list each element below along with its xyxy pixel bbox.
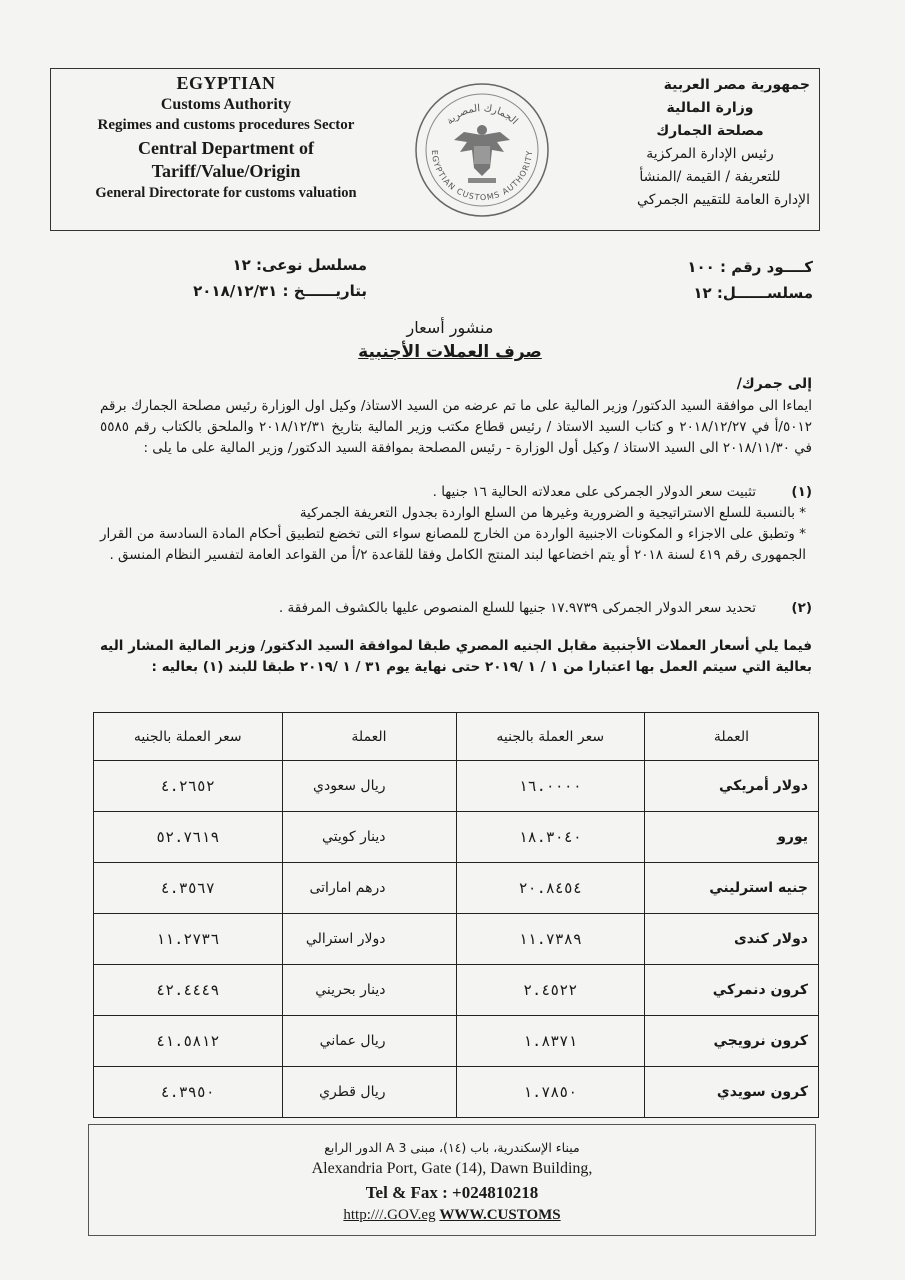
table-row: [94, 1067, 819, 1118]
letterhead-arabic: [570, 74, 810, 212]
currency-name: ريال عماني: [282, 1016, 456, 1067]
footer-address-en: Alexandria Port, Gate (14), Dawn Building,: [311, 1160, 593, 1177]
authority-name-ar: مصلحة الجمارك: [656, 123, 764, 139]
currency-rate: ٢.٤٥٢٢: [456, 965, 645, 1016]
customs-seal-icon: [412, 80, 552, 220]
header-currency-1: العملة: [645, 713, 819, 761]
seal-top-text: الجمارك المصرية: [444, 103, 520, 128]
currency-rate: ٤.٣٥٦٧: [94, 863, 283, 914]
org-name-en: EGYPTIAN: [176, 73, 276, 93]
item-1-number: (١): [791, 484, 812, 500]
republic-name-ar: جمهورية مصر العربية: [663, 77, 810, 93]
currency-rate: ٤.٢٦٥٢: [94, 761, 283, 812]
currency-rate: ٥٢.٧٦١٩: [94, 812, 283, 863]
currency-name: دولار استرالي: [282, 914, 456, 965]
currency-name: يورو: [645, 812, 819, 863]
currency-name: دولار أمريكي: [645, 761, 819, 812]
currency-rate: ٢٠.٨٤٥٤: [456, 863, 645, 914]
department-name-en: Central Department of: [138, 138, 314, 158]
table-row: [94, 812, 819, 863]
svg-text:الجمارك المصرية: [445, 103, 520, 127]
intro-paragraph: ايماءا الى موافقة السيد الدكتور/ وزير المالية على ما تم عرضه من السيد الاستاذ/ وكيل اول الوزارة رئيس مصلحة الجمارك برقم ٥٠١٢/أ في ٢٠١٨/١٢/٢٧ و كتاب السيد الاستاذ / رئيس قطاع مكتب وزير المالية بتاريخ ٢٠١٨/١٢/٣١ والملحق بالكتاب رقم ٥٥٨٥ في ٢٠١٨/١١/٣٠ الى السيد الاستاذ / وكيل أول الوزارة - رئيس المصلحة بموافقة السيد الدكتور/ وزير المالية على ما يلى :: [100, 398, 812, 456]
currency-rate: ٤١.٥٨١٢: [94, 1016, 283, 1067]
currency-name: ريال سعودي: [282, 761, 456, 812]
exchange-rates-table: [93, 712, 819, 1118]
item-2: [100, 598, 812, 619]
currency-rate: ٤٢.٤٤٤٩: [94, 965, 283, 1016]
table-row: [94, 1016, 819, 1067]
department-scope-ar: للتعريفة / القيمة /المنشأ: [639, 169, 781, 185]
directorate-name-ar: الإدارة العامة للتقييم الجمركي: [637, 192, 810, 208]
currency-name: درهم اماراتى: [282, 863, 456, 914]
letterhead-english: [60, 72, 392, 204]
currency-rate: ١٨.٣٠٤٠: [456, 812, 645, 863]
document-date: بتاريــــــخ : ٢٠١٨/١٢/٣١: [193, 282, 367, 300]
rates-intro-paragraph: فيما يلي أسعار العملات الأجنبية مقابل الجنيه المصري طبقا لموافقة السيد الدكتور/ وزير المالية المشار اليه بعالية التي سيتم العمل بها اعتبارا من ١ / ١ /٢٠١٩ حتى نهاية يوم ٣١ / ١ /٢٠١٩ طبقا للبند (١) بعاليه :: [100, 638, 812, 675]
publication-subject: صرف العملات الأجنبية: [358, 342, 542, 362]
currency-name: ريال قطري: [282, 1067, 456, 1118]
seal-bottom-text: EGYPTIAN CUSTOMS AUTHORITY: [429, 149, 535, 203]
table-row: [94, 965, 819, 1016]
authority-name-en: Customs Authority: [160, 96, 292, 113]
item-1-text: تثبيت سعر الدولار الجمركى على معدلاته الحالية ١٦ جنيها .: [432, 484, 756, 500]
ministry-name-ar: وزارة المالية: [666, 100, 754, 116]
item-2-text: تحديد سعر الدولار الجمركى ١٧.٩٧٣٩ جنيها للسلع المنصوص عليها بالكشوف المرفقة .: [278, 600, 756, 616]
serial-number: مسلســــــل: ١٢: [693, 284, 813, 302]
footer-address-ar: ميناء الإسكندرية، باب (١٤)، مبنى A 3 الدور الرابع: [324, 1140, 580, 1155]
department-scope-en: Tariff/Value/Origin: [151, 161, 301, 181]
footer-links: [88, 1207, 816, 1224]
header-rate-2: سعر العملة بالجنيه: [94, 713, 283, 761]
item-1: [100, 482, 812, 566]
currency-name: جنيه استرليني: [645, 863, 819, 914]
currency-name: كرون دنمركي: [645, 965, 819, 1016]
sector-name-en: Regimes and customs procedures Sector: [97, 117, 355, 133]
currency-name: كرون سويدي: [645, 1067, 819, 1118]
header-currency-2: العملة: [282, 713, 456, 761]
footer-url-gov[interactable]: http:///.GOV.eg: [343, 1207, 436, 1223]
currency-name: دينار بحريني: [282, 965, 456, 1016]
table-row: [94, 863, 819, 914]
code-number: كــــود رقم : ١٠٠: [687, 258, 813, 276]
currency-name: دولار كندى: [645, 914, 819, 965]
directorate-name-en: General Directorate for customs valuation: [95, 185, 357, 201]
recipient-line: إلى جمرك/: [736, 376, 812, 392]
item-1-bullet-1: * بالنسبة للسلع الاستراتيجية و الضرورية وغيرها من السلع الواردة بجدول التعريفة الجمركية: [299, 505, 806, 521]
item-1-bullet-2: * وتطبق على الاجزاء و المكونات الاجنبية الواردة من الخارج للمصانع سواء التى تخضع لتطبيق أحكام المادة السادسة من القرار الجمهورى رقم ٤١٩ لسنة ٢٠١٨ أو يتم اخضاعها لبند المنتج الكامل وفقا للقاعدة ٢/أ من القواعد العامة لتفسير النظام المنسق .: [100, 526, 806, 563]
currency-rate: ١٦.٠٠٠٠: [456, 761, 645, 812]
type-serial-number: مسلسل نوعى: ١٢: [232, 256, 367, 274]
currency-name: دينار كويتي: [282, 812, 456, 863]
department-head-ar: رئيس الإدارة المركزية: [646, 146, 774, 162]
footer-url-customs[interactable]: WWW.CUSTOMS: [439, 1207, 561, 1223]
currency-name: كرون نرويجي: [645, 1016, 819, 1067]
table-row: [94, 761, 819, 812]
publication-title: منشور أسعار: [406, 318, 494, 337]
currency-rate: ٤.٣٩٥٠: [94, 1067, 283, 1118]
currency-rate: ١١.٧٣٨٩: [456, 914, 645, 965]
currency-rate: ١.٨٣٧١: [456, 1016, 645, 1067]
table-row: [94, 914, 819, 965]
currency-rate: ١.٧٨٥٠: [456, 1067, 645, 1118]
footer-phone: Tel & Fax : +024810218: [365, 1183, 539, 1202]
currency-rate: ١١.٢٧٣٦: [94, 914, 283, 965]
item-2-number: (٢): [791, 600, 812, 616]
header-rate-1: سعر العملة بالجنيه: [456, 713, 645, 761]
table-header-row: [94, 713, 819, 761]
